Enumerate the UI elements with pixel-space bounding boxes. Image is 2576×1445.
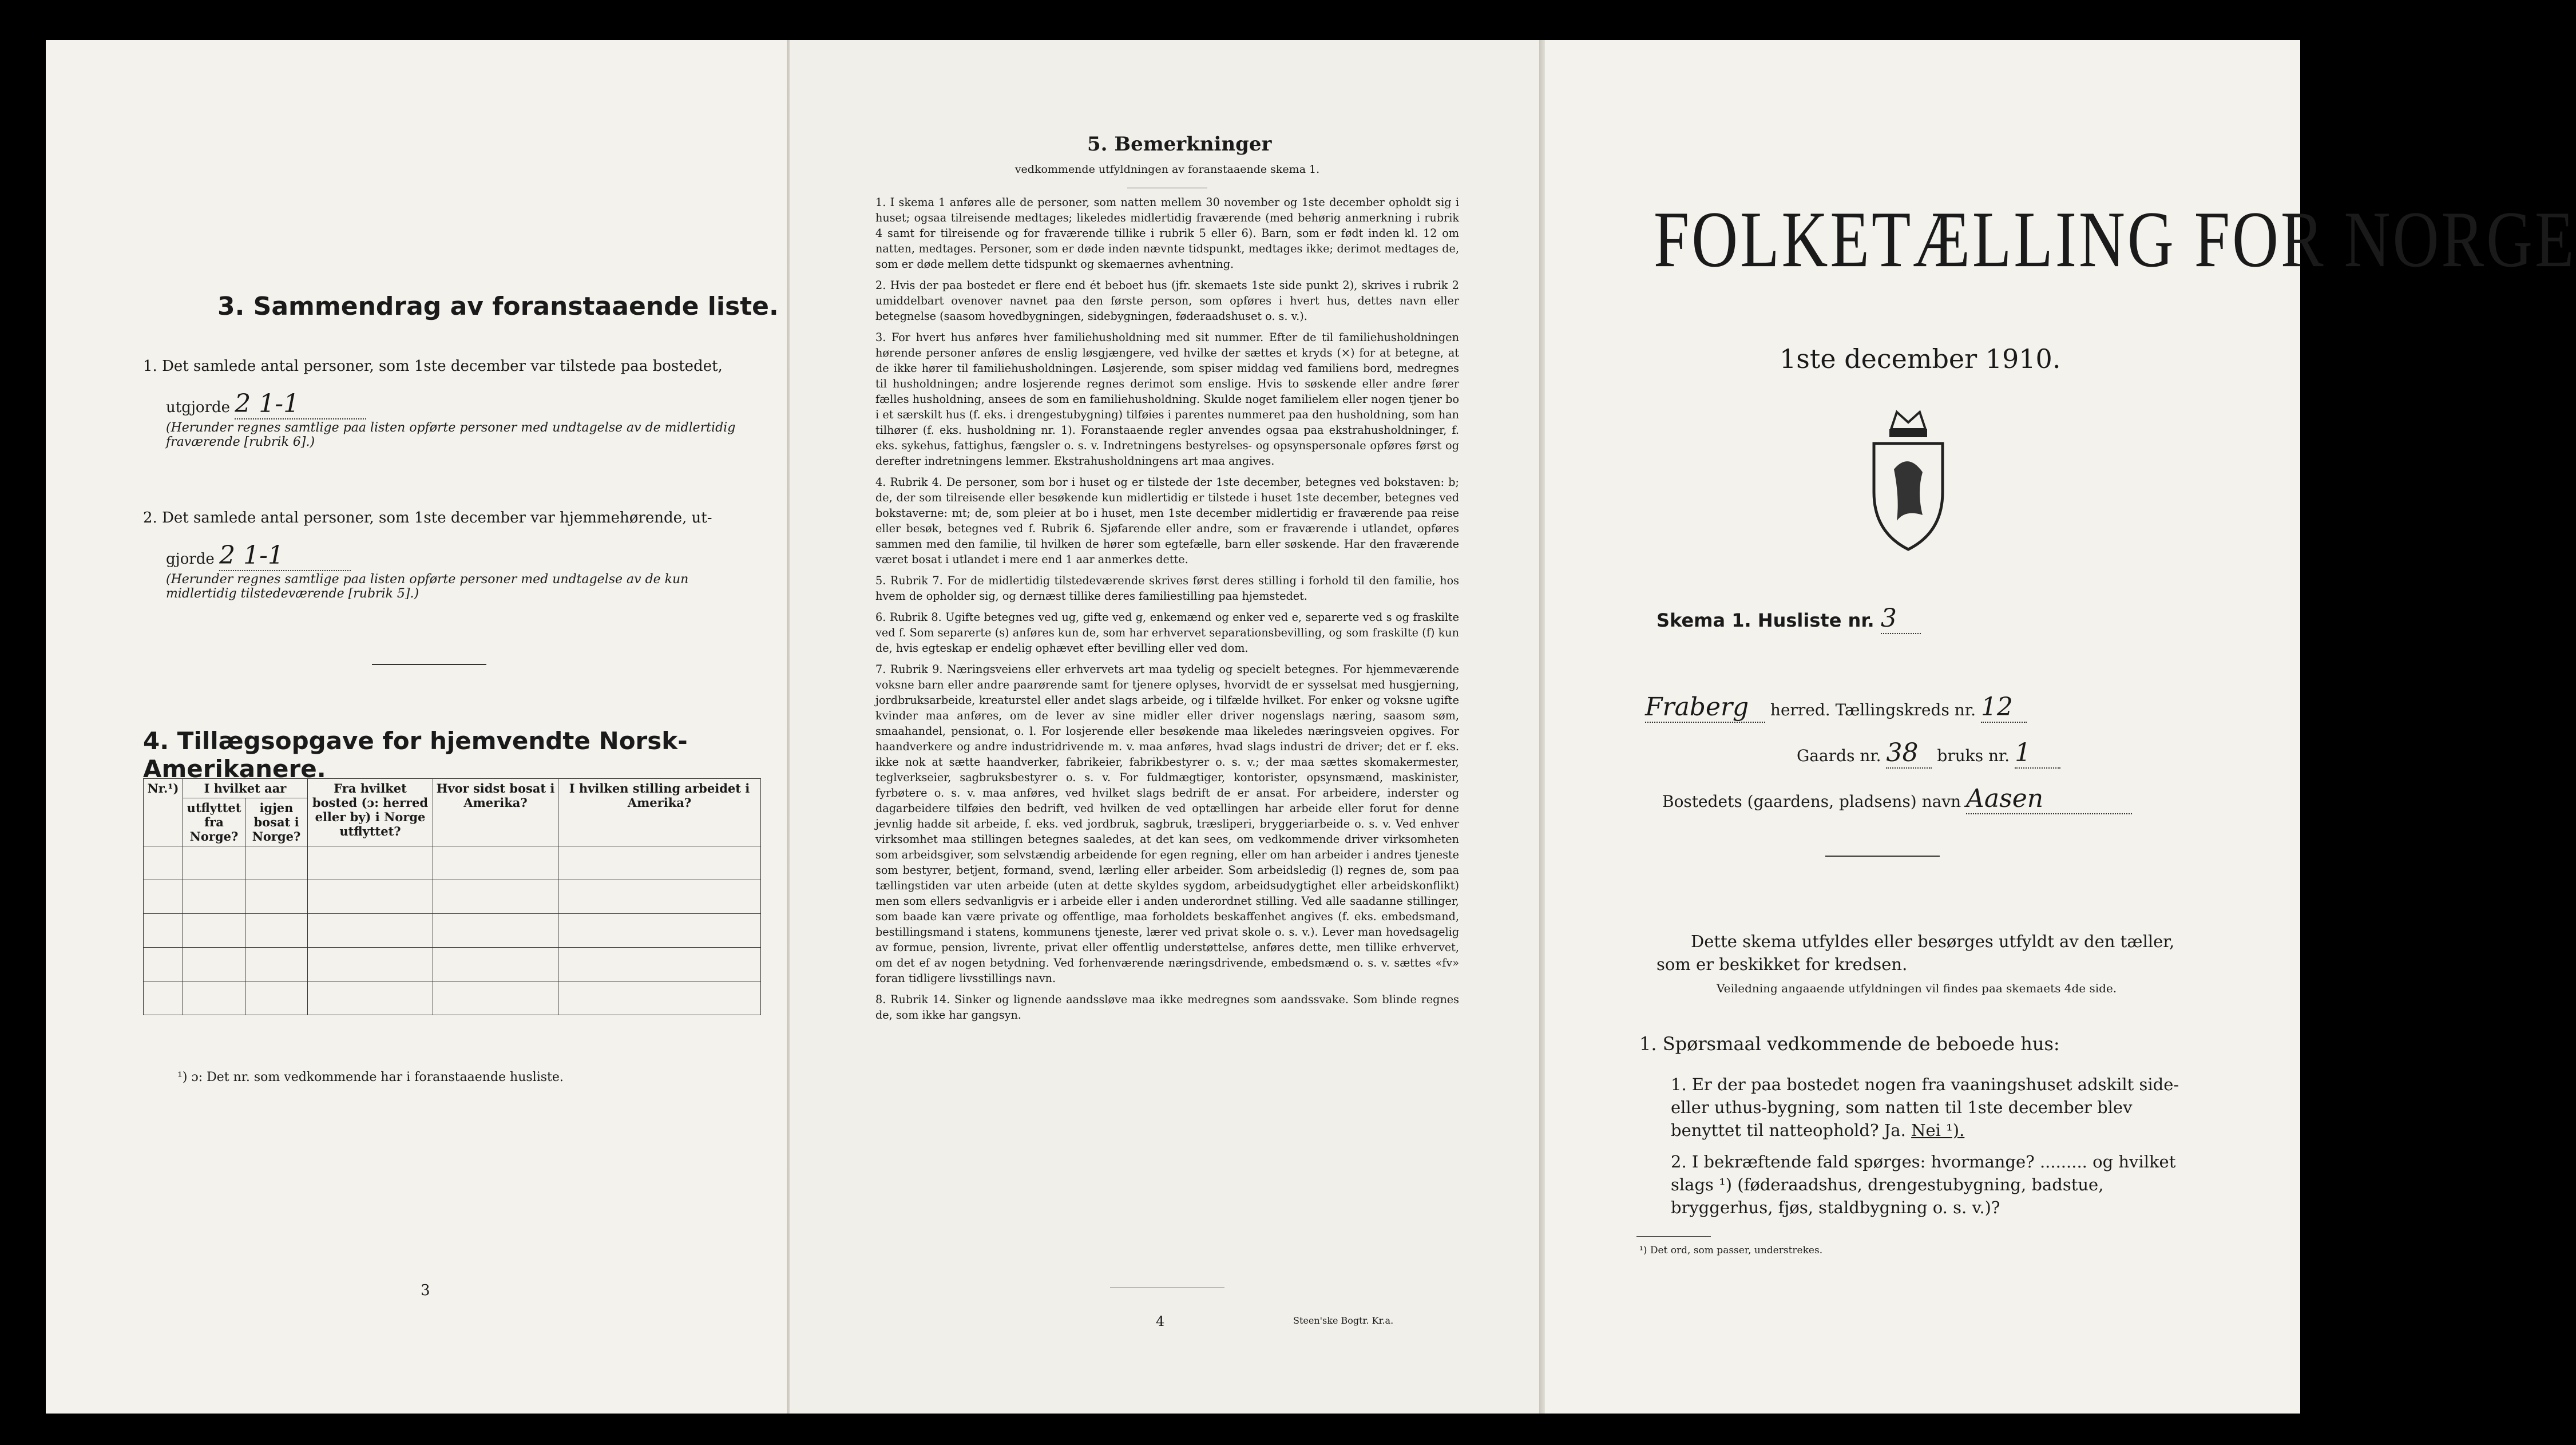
remarks-title: 5. Bemerkninger <box>1087 133 1272 156</box>
item1-value: 2 1-1 <box>235 389 366 419</box>
remark-1: 1. I skema 1 anføres alle de personer, som natten mellem 30 november og 1ste december opholdt sig i huset; ogsaa tilreisende medtages; likeledes midlertidig fraværende (med behørig anmerkning i rubrik 4 samt for tilreisende og for fraværende tillike i rubrik 5 eller 6). Barn, som er født inden kl. 12 om natten, medtages. Personer, som er døde inden nævnte tidspunkt, medtages ikke; derimot medtages de, som er døde mellem dette tidspunkt og skemaernes avhentning. <box>875 196 1459 271</box>
item2-note: (Herunder regnes samtlige paa listen opførte personer med undtagelse av de kun midlertidig tilstedeværende [rubrik 5].) <box>166 572 689 601</box>
header-group: I hvilket aar <box>183 779 308 798</box>
item1-prefix: utgjorde <box>166 399 231 416</box>
guide-text: Veiledning angaaende utfyldningen vil findes paa skemaets 4de side. <box>1717 981 2117 995</box>
bruks-value: 1 <box>2015 738 2060 769</box>
kreds-label: Tællingskreds nr. <box>1835 700 1976 719</box>
skema-line <box>1656 604 1921 634</box>
page-number: 3 <box>421 1282 430 1299</box>
question-1: 1. Er der paa bostedet nogen fra vaaningshuset adskilt side- eller uthus-bygning, som natten til 1ste december blev benyttet til natteophold? Ja. Nei ¹). <box>1671 1075 2179 1140</box>
item2-value: 2 1-1 <box>219 541 351 571</box>
page-number: 4 <box>1156 1313 1165 1329</box>
question-heading: 1. Spørsmaal vedkommende de beboede hus: <box>1639 1033 2060 1055</box>
remarks-subtitle: vedkommende utfyldningen av foranstaaende skema 1. <box>1014 163 1320 176</box>
herred-line <box>1645 692 2027 723</box>
table-footnote: ¹) ɔ: Det nr. som vedkommende har i foranstaaende husliste. <box>177 1070 564 1084</box>
divider <box>1636 1236 1711 1237</box>
remark-7: 7. Rubrik 9. Næringsveiens eller erhvervets art maa tydelig og specielt betegnes. For hjemmeværende voksne barn eller andre paarørende samt for tjenere oplyses, hvorvidt de er sysselsat med husgjerning, jordbruksarbeide, kreaturstel eller andet slags arbeide, og i tilfælde hvilket. For enker og voksne ugifte kvinder maa anføres, om de lever av sine midler eller driver nogenslags næring, saasom søm, smaahandel, pensionat, o. l. For losjerende eller besøkende maa likeledes næringsveien opgives. For haandverkere og andre industridrivende m. v. maa anføres, hvad slags industri de driver; det er f. eks. ikke nok at sætte haandverker, fabrikeier, fabrikbestyrer o. s. v.; der maa sættes skomakermester, teglverkseier, sagbruksbestyrer o. s. v. For fuldmægtiger, kontorister, opsynsmænd, maskinister, fyrbøtere o. s. v. maa anføres, ved hvilket slags bedrift de er ansat. For arbeidere, inderster og dagarbeidere tilføies den bedrift, ved hvilken de ved optællingen har arbeide eller forut for denne jevnlig hadde sit arbeide, f. eks. ved jordbruk, sagbruk, træsliperi, bryggeriarbeide o. s. v. Ved enhver virksomhet maa stillingen betegnes saaledes, at det kan sees, om vedkommende driver virksomheten som arbeidsgiver, som selvstændig arbeidende for egen regning, eller om han arbeider i andres tjeneste som bestyrer, betjent, formand, svend, lærling eller arbeider. Som arbeidsledig (l) regnes de, som paa tællingstiden var uten arbeide (uten at dette skyldes sygdom, arbeidsudygtighet eller arbeidskonflikt) men som ellers sedvanligvis er i arbeide eller i anden underordnet stilling. Ved alle saadanne stillinger, som baade kan være private og offentlige, maa forholdets beskaffenhet angives (f. eks. embedsmand, bestillingsmand i statens, kommunens tjeneste, lærer ved privat skole o. s. v.). Lever man hovedsagelig av formue, pension, livrente, privat eller offentlig understøttelse, anføres dette, men tillike erhvervet, om det ef av nogen betydning. Ved forhenværende næringsdrivende, embedsmænd o. s. v. sættes «fv» foran tidligere livsstillings navn. <box>875 663 1459 985</box>
header-col1: utflyttet fra Norge? <box>183 798 245 846</box>
question-2: 2. I bekræftende fald spørges: hvormange? ......... og hvilket slags ¹) (føderaadshus, drengestubygning, badstue, bryggerhus, fjøs, staldbygning o. s. v.)? <box>1671 1152 2176 1217</box>
divider <box>1825 856 1940 857</box>
husliste-number: 3 <box>1881 604 1921 634</box>
remark-2: 2. Hvis der paa bostedet er flere end ét beboet hus (jfr. skemaets 1ste side punkt 2), skrives i rubrik 2 umiddelbart ovenover navnet paa den første person, som opføres i hvert hus, dettes navn eller betegnelse (saasom hovedbygningen, sidebygningen, føderaadshuset o. s. v.). <box>875 279 1459 323</box>
header-nr: Nr.¹) <box>144 779 183 846</box>
gaards-line <box>1797 738 2060 769</box>
item1-line <box>166 389 366 419</box>
q1-answer: Nei ¹). <box>1911 1121 1965 1140</box>
bruks-label: bruks nr. <box>1937 746 2010 765</box>
info-text: Dette skema utfyldes eller besørges utfyldt av den tæller, som er beskikket for kredsen. <box>1656 932 2175 974</box>
item2-line <box>166 541 351 571</box>
coat-of-arms-icon <box>1865 406 1951 557</box>
left-page <box>46 40 790 1414</box>
remark-4: 4. Rubrik 4. De personer, som bor i huset og er tilstede der 1ste december, betegnes ved bokstaven: b; de, der som tilreisende eller besøkende kun midlertidig er tilstede i huset 1ste december, betegnes ved bokstaverne: mt; de, som pleier at bo i huset, men 1ste december midlertidig er fraværende paa reise eller besøk, betegnes ved f. Rubrik 6. Sjøfarende eller andre, som er fraværende i utlandet, opføres sammen med den familie, til hvilken de hører som egtefælle, barn eller søskende. Har den fraværende været bosat i utlandet i mere end 1 aar anmerkes dette. <box>875 476 1459 566</box>
bosted-line <box>1662 784 2132 814</box>
remark-5: 5. Rubrik 7. For de midlertidig tilstedeværende skrives først deres stilling i forhold til den familie, hos hvem de opholder sig, og dernæst tillike deres familiestilling paa hjemstedet. <box>875 574 1459 603</box>
census-date: 1ste december 1910. <box>1780 343 2061 374</box>
divider <box>372 664 486 665</box>
item2-prefix: gjorde <box>166 551 215 568</box>
item2-text: 2. Det samlede antal personer, som 1ste december var hjemmehørende, ut- <box>143 509 712 526</box>
herred-value: Fraberg <box>1645 692 1765 723</box>
header-col4: Hvor sidst bosat i Amerika? <box>433 779 558 846</box>
table-row <box>144 981 761 1015</box>
table-row <box>144 948 761 981</box>
table-row <box>144 880 761 914</box>
skema-label: Skema 1. Husliste nr. <box>1656 609 1874 631</box>
middle-page <box>790 40 1539 1414</box>
q1-answer-label: Ja. <box>1884 1121 1906 1140</box>
kreds-value: 12 <box>1981 692 2027 723</box>
header-col2: igjen bosat i Norge? <box>245 798 308 846</box>
section4-title: 4. Tillægsopgave for hjemvendte Norsk-Amerikanere. <box>143 727 688 783</box>
remark-3: 3. For hvert hus anføres hver familiehusholdning med sit nummer. Efter de til familiehusholdningen hørende personer anføres de enslig løsgjængere, ved hvilke der sættes et kryds (×) for at betegne, at de ikke hører til familiehusholdningen. Løsjerende, som spiser middag ved familiens bord, medregnes til husholdningen; andre losjerende regnes derimot som enslige. Hvis to søskende eller andre fører fælles husholdning, ansees de som en familiehusholdning. Skulde noget familielem eller nogen tjener bo i et særskilt hus (f. eks. i drengestubygning) tilføies i parentes nummeret paa den husholdning, som han tilhører (f. eks. husholdning nr. 1). Foranstaaende regler anvendes ogsaa paa ekstrahusholdninger, f. eks. sykehus, fattighus, fængsler o. s. v. Indretningens bestyrelses- og opsynspersonale opføres først og derefter indretningens lemmer. Ekstrahusholdningens art maa angives. <box>875 331 1459 468</box>
right-page <box>1545 40 2576 1414</box>
section3-title: 3. Sammendrag av foranstaaende liste. <box>217 292 779 321</box>
table-row <box>144 914 761 948</box>
page-footnote: ¹) Det ord, som passer, understrekes. <box>1639 1245 1823 1256</box>
bosted-label: Bostedets (gaardens, pladsens) navn <box>1662 792 1961 811</box>
table-row <box>144 846 761 880</box>
gaards-label: Gaards nr. <box>1797 746 1881 765</box>
remarks-list <box>875 195 1459 1028</box>
header-col3: Fra hvilket bosted (ɔ: herred eller by) i Norge utflyttet? <box>308 779 433 846</box>
remark-6: 6. Rubrik 8. Ugifte betegnes ved ug, gifte ved g, enkemænd og enker ved e, separerte ved s og fraskilte ved f. Som separerte (s) anføres kun de, som har erhvervet separationsbevilling, og som fraskilte (f) kun de, hvis egteskap er endelig ophævet efter bevilling eller ved dom. <box>875 611 1459 655</box>
printer-mark: Steen'ske Bogtr. Kr.a. <box>1293 1315 1394 1326</box>
norsk-amerikanere-table <box>143 778 761 1015</box>
main-title: FOLKETÆLLING FOR NORGE <box>1654 195 2576 284</box>
herred-label: herred. <box>1770 700 1830 719</box>
bosted-value: Aasen <box>1966 784 2132 814</box>
header-col5: I hvilken stilling arbeidet i Amerika? <box>558 779 761 846</box>
gaards-value: 38 <box>1886 738 1932 769</box>
item1-note: (Herunder regnes samtlige paa listen opførte personer med undtagelse av de midlertidig fraværende [rubrik 6].) <box>166 421 736 449</box>
remark-8: 8. Rubrik 14. Sinker og lignende aandssløve maa ikke medregnes som aandssvake. Som blinde regnes de, som ikke har gangsyn. <box>875 993 1459 1022</box>
item1-text: 1. Det samlede antal personer, som 1ste december var tilstede paa bostedet, <box>143 358 723 375</box>
